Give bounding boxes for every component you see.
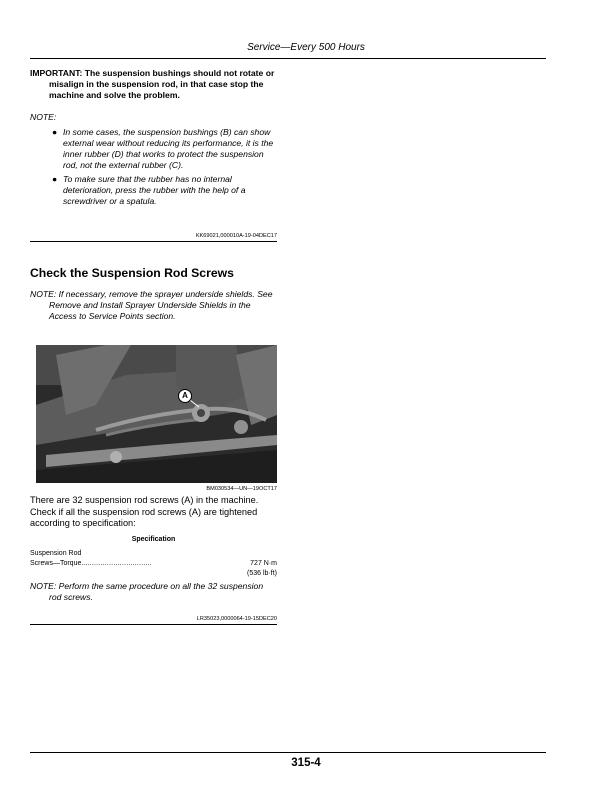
callout-label: A (178, 389, 192, 403)
spec-item-line2: Screws—Torque. (30, 560, 84, 567)
note-block (30, 289, 277, 322)
section-heading: Check the Suspension Rod Screws (30, 266, 234, 280)
important-label: IMPORTANT: (30, 68, 83, 78)
important-block (30, 68, 277, 101)
list-item (30, 174, 277, 207)
spec-value-alt: (536 lb·ft) (247, 570, 277, 577)
note-block (30, 581, 277, 603)
spec-leader-dots: ................................ (83, 560, 152, 567)
running-header: Service—Every 500 Hours (247, 42, 365, 53)
note-label: NOTE: (30, 112, 57, 122)
specification-title: Specification (131, 536, 176, 543)
note-text: NOTE: Perform the same procedure on all the 32 suspension rod screws. (30, 581, 264, 602)
specification-table (30, 549, 277, 579)
list-item (30, 127, 277, 171)
photo-reference: BM030534—UN—19OCT17 (206, 486, 277, 492)
body-paragraph: There are 32 suspension rod screws (A) in the machine. Check if all the suspension rod screws (A) are tightened according to specification: (30, 495, 259, 528)
footer-rule (30, 752, 546, 753)
spec-item-row (30, 559, 277, 569)
spec-value: 727 N·m (250, 560, 277, 567)
section-rule (30, 241, 277, 242)
note-bullet-list (30, 127, 277, 210)
important-text: The suspension bushings should not rotate or misalign in the suspension rod, in that case stop the machine and solve the problem. (49, 68, 275, 100)
suspension-photo (36, 345, 277, 483)
suspension-illustration (36, 345, 277, 483)
page-number: 315-4 (291, 757, 321, 769)
reference-code: KK69021,000010A-19-04DEC17 (195, 233, 277, 239)
section-rule (30, 624, 277, 625)
spec-item-line1: Suspension Rod (30, 550, 82, 557)
note-text: NOTE: If necessary, remove the sprayer underside shields. See Remove and Install Sprayer Underside Shields in the Access to Service Points section. (30, 289, 273, 321)
bullet-icon: ● (52, 174, 58, 184)
header-rule (30, 58, 546, 59)
bullet-text: To make sure that the rubber has no internal deterioration, press the rubber with the help of a screwdriver or a spatula. (63, 174, 246, 206)
reference-code: LR35023,0000064-19-15DEC20 (196, 616, 277, 622)
bullet-icon: ● (52, 127, 58, 137)
bullet-text: In some cases, the suspension bushings (B) can show external wear without reducing its performance, it is the inner rubber (D) that works to protect the suspension rod, not the external rubber (C). (63, 127, 274, 170)
